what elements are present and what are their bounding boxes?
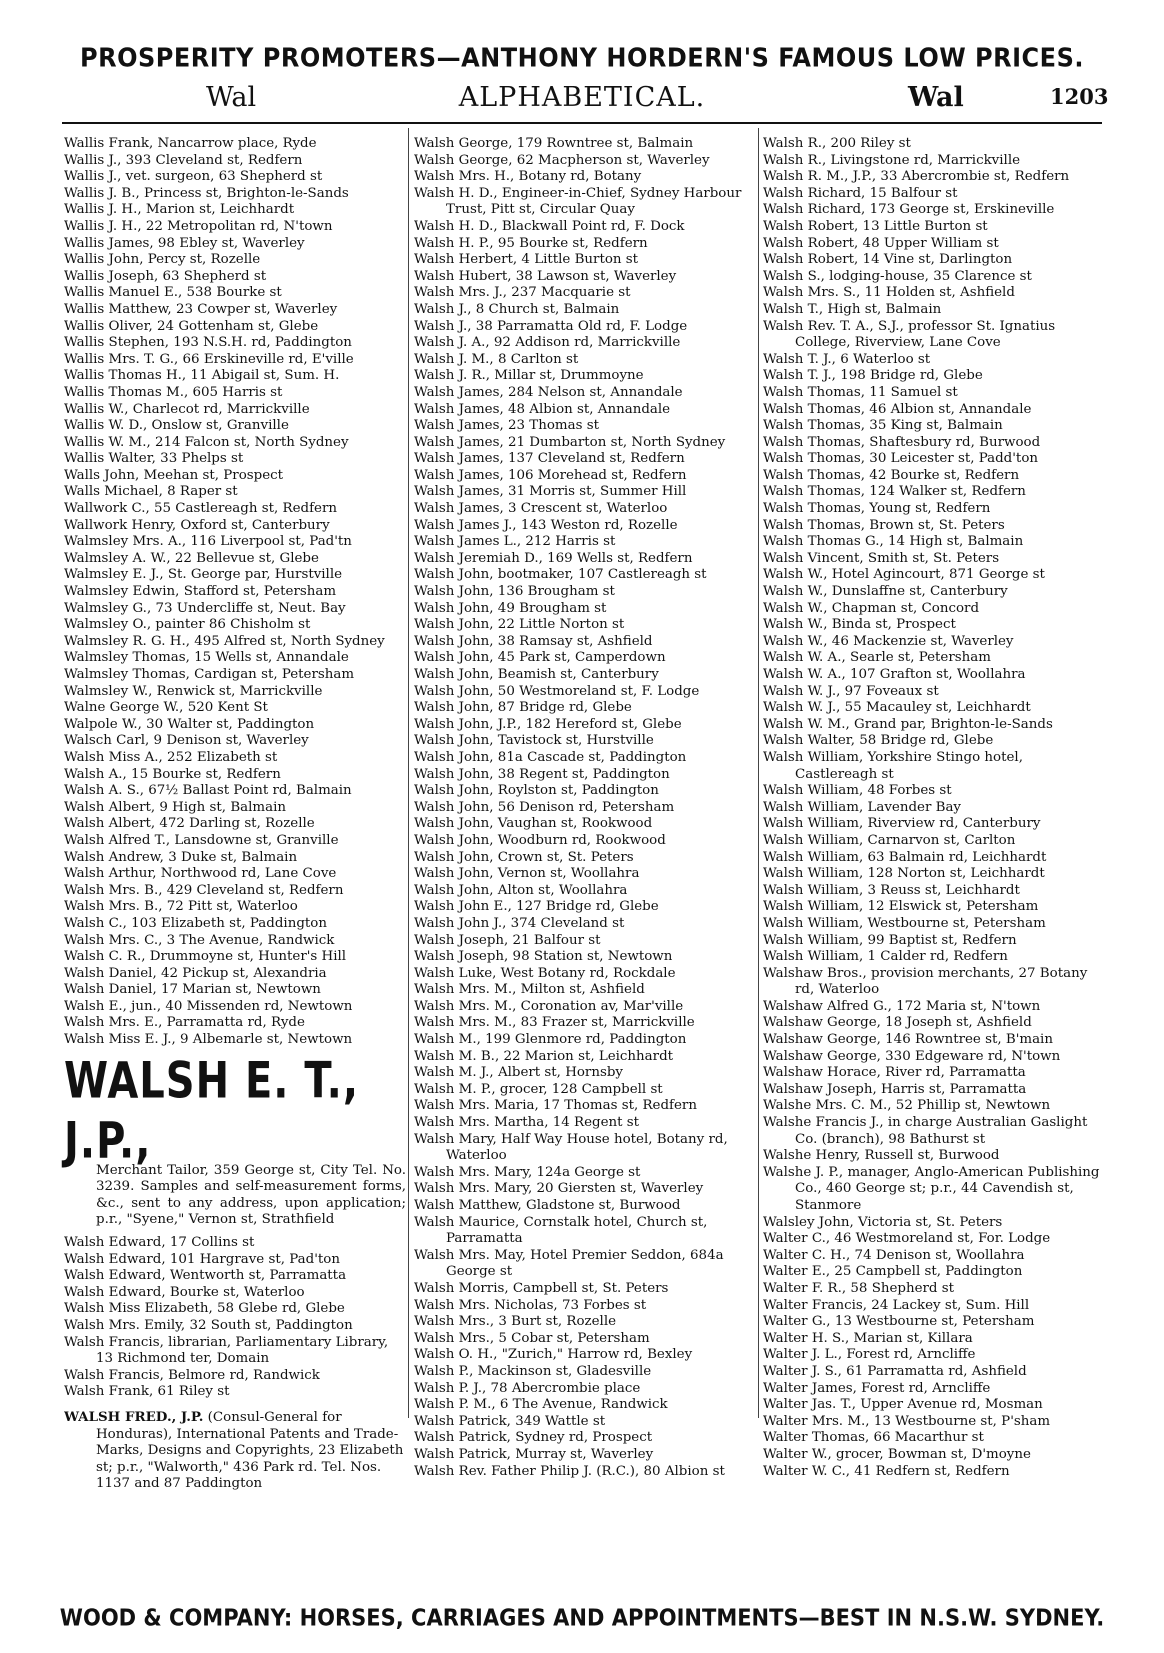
- directory-entry: Walsh W. A., 107 Grafton st, Woollahra: [763, 667, 1026, 682]
- directory-entry: Wallis Matthew, 23 Cowper st, Waverley: [64, 301, 338, 317]
- directory-entry: Walsh Patrick, 349 Wattle st: [414, 1413, 606, 1429]
- directory-entry: Walsh S., lodging-house, 35 Clarence st: [763, 268, 1032, 284]
- directory-entry: Walsh J. M., 8 Carlton st: [414, 351, 579, 367]
- directory-entry: Walsh John, 49 Brougham st: [414, 600, 607, 616]
- directory-entry: Walmsley W., Renwick st, Marrickville: [64, 683, 323, 699]
- directory-entry: Walpole W., 30 Walter st, Paddington: [64, 716, 315, 732]
- directory-entry: Walsh Francis, Belmore rd, Randwick: [64, 1367, 320, 1383]
- directory-entry: Walter J. L., Forest rd, Arncliffe: [763, 1347, 976, 1363]
- directory-entry: Walsh Richard, 15 Balfour st: [763, 185, 958, 201]
- directory-entry: Walsh Robert, 48 Upper William st: [763, 235, 999, 251]
- directory-entry: Walls Michael, 8 Raper st: [64, 484, 238, 500]
- directory-entry: Walsh C., 103 Elizabeth st, Paddington: [64, 915, 327, 931]
- directory-entry: Walsh Miss E. J., 9 Albemarle st, Newtown: [64, 1032, 353, 1048]
- directory-entry: Walsh John, Alton st, Woollahra: [414, 882, 628, 898]
- directory-entry: Walsh John, 50 Westmoreland st, F. Lodge: [414, 683, 700, 699]
- directory-entry: Walsh Joseph, 21 Balfour st: [414, 932, 601, 948]
- directory-entry: Walsh Maurice, Cornstalk hotel, Church st, Parramatta: [414, 1214, 708, 1247]
- directory-entry: Walsh O. H., "Zurich," Harrow rd, Bexley: [414, 1347, 693, 1363]
- directory-entry: Walter G., 13 Westbourne st, Petersham: [763, 1314, 1035, 1330]
- directory-entry: Walsh Rev. T. A., S.J., professor St. Ignatius College, Riverview, Lane Cove: [763, 318, 1056, 351]
- directory-entry: Walsh M. B., 22 Marion st, Leichhardt: [414, 1048, 674, 1064]
- directory-entry: Walsh M., 199 Glenmore rd, Paddington: [414, 1032, 687, 1048]
- directory-entry: Walsh Miss Elizabeth, 58 Glebe rd, Glebe: [64, 1301, 345, 1317]
- directory-entry: Wallis W. D., Onslow st, Granville: [64, 418, 289, 434]
- directory-entry: Walsh William, 63 Balmain rd, Leichhardt: [763, 849, 1047, 865]
- directory-entry: Walsh Francis, librarian, Parliamentary Library, 13 Richmond ter, Domain: [64, 1334, 389, 1367]
- directory-entry: Walsh C. R., Drummoyne st, Hunter's Hill: [64, 949, 347, 965]
- directory-entry: Walsh William, Lavender Bay: [763, 799, 962, 815]
- directory-entry: Walsh John E., 127 Bridge rd, Glebe: [414, 899, 659, 915]
- directory-entry: Walshaw Horace, River rd, Parramatta: [763, 1065, 1026, 1081]
- directory-entry: Walsh W. M., Grand par, Brighton-le-Sands: [763, 716, 1053, 732]
- column-2-entries: [414, 136, 758, 1480]
- directory-entry: Walsh John, Beamish st, Canterbury: [414, 667, 659, 682]
- directory-entry: Walshaw Alfred G., 172 Maria st, N'town: [763, 998, 1041, 1014]
- directory-entry: Walsh William, 128 Norton st, Leichhardt: [763, 866, 1045, 882]
- directory-entry: Walsh Mrs. M., 83 Frazer st, Marrickville: [414, 1015, 695, 1031]
- column-3-entries: [763, 136, 1109, 1480]
- directory-entry: Walsh John, 87 Bridge rd, Glebe: [414, 700, 632, 716]
- page-banner: PROSPERITY PROMOTERS—ANTHONY HORDERN'S FAMOUS LOW PRICES.: [80, 42, 1084, 74]
- directory-entry: Walsh William, 12 Elswick st, Petersham: [763, 899, 1039, 915]
- advert-fred-name: WALSH FRED., J.P.: [64, 1408, 204, 1425]
- directory-entry: Wallis Stephen, 193 N.S.H. rd, Paddington: [64, 335, 352, 351]
- directory-entry: Walsh John, J.P., 182 Hereford st, Glebe: [414, 716, 682, 732]
- directory-entry: Walsh Vincent, Smith st, St. Peters: [763, 550, 1000, 566]
- directory-entry: Walsh Mrs. C., 3 The Avenue, Randwick: [64, 932, 335, 948]
- header-rule: [62, 122, 1102, 124]
- directory-entry: Walmsley E. J., St. George par, Hurstville: [64, 567, 343, 583]
- directory-entry: Walsh Luke, West Botany rd, Rockdale: [414, 965, 676, 981]
- directory-entry: Walshe Francis J., in charge Australian Gaslight Co. (branch), 98 Bathurst st: [763, 1115, 1088, 1147]
- directory-entry: Walsh W. J., 55 Macauley st, Leichhardt: [763, 700, 1031, 716]
- directory-entry: Walsh T. J., 6 Waterloo st: [763, 351, 931, 367]
- directory-entry: Walsh John, 81a Cascade st, Paddington: [414, 749, 687, 765]
- directory-entry: Walsh John, Woodburn rd, Rookwood: [414, 832, 666, 848]
- directory-entry: Walsh Mrs. Mary, 124a George st: [414, 1164, 641, 1180]
- directory-entry: Wallis Thomas H., 11 Abigail st, Sum. H.: [64, 368, 340, 384]
- directory-entry: Walsh John, bootmaker, 107 Castlereagh st: [414, 567, 707, 583]
- directory-entry: Walsh Mrs. J., 237 Macquarie st: [414, 285, 631, 301]
- directory-entry: Walsh William, 3 Reuss st, Leichhardt: [763, 882, 1020, 898]
- directory-entry: Walsh J., 8 Church st, Balmain: [414, 301, 620, 317]
- directory-entry: Walsh Thomas, Brown st, St. Peters: [763, 517, 1005, 533]
- directory-entry: Walsh Morris, Campbell st, St. Peters: [414, 1280, 669, 1296]
- directory-entry: Wallis J. H., Marion st, Leichhardt: [64, 202, 295, 218]
- directory-entry: Walne George W., 520 Kent St: [64, 700, 268, 716]
- directory-entry: Walsh H. D., Blackwall Point rd, F. Dock: [414, 218, 685, 234]
- directory-entry: Walsh Mrs. B., 429 Cleveland st, Redfern: [64, 882, 344, 898]
- directory-entry: Walsh Albert, 472 Darling st, Rozelle: [64, 816, 315, 832]
- directory-entry: Walsh Mrs. B., 72 Pitt st, Waterloo: [64, 899, 298, 915]
- directory-entry: Wallis Thomas M., 605 Harris st: [64, 384, 283, 400]
- directory-entry: Wallis Frank, Nancarrow place, Ryde: [64, 136, 317, 151]
- directory-entry: Walsh Mrs. M., Milton st, Ashfield: [414, 982, 645, 998]
- directory-entry: Walter W. C., 41 Redfern st, Redfern: [763, 1463, 1010, 1479]
- directory-entry: Walshe Mrs. C. M., 52 Phillip st, Newtown: [763, 1098, 1051, 1114]
- directory-entry: Walsh P., Mackinson st, Gladesville: [414, 1363, 652, 1379]
- directory-entry: Walsley John, Victoria st, St. Peters: [763, 1214, 1003, 1230]
- directory-entry: Walter W., grocer, Bowman st, D'moyne: [763, 1446, 1031, 1462]
- directory-entry: Walter Mrs. M., 13 Westbourne st, P'sham: [763, 1413, 1051, 1429]
- directory-entry: Walmsley Mrs. A., 116 Liverpool st, Pad'tn: [64, 534, 352, 550]
- directory-entry: Wallwork Henry, Oxford st, Canterbury: [64, 517, 330, 533]
- column-divider: [758, 128, 759, 1418]
- directory-entry: Walsh Patrick, Sydney rd, Prospect: [414, 1430, 653, 1446]
- directory-entry: Walsh John, Crown st, St. Peters: [414, 849, 634, 865]
- advert-text: Merchant Tailor, 359 George st, City Tel. No. 3239. Samples and self-measurement forms, &c., sent to any address, upon application; p.r., "Syene," Vernon st, Strathfield: [96, 1162, 406, 1228]
- directory-entry: Walsh John, Vernon st, Woollahra: [414, 866, 640, 882]
- directory-entry: Walsh John, 136 Brougham st: [414, 584, 615, 600]
- directory-entry: Walsh Andrew, 3 Duke st, Balmain: [64, 849, 298, 865]
- directory-entry: Walmsley G., 73 Undercliffe st, Neut. Bay: [64, 600, 346, 616]
- directory-entry: Walter Jas. T., Upper Avenue rd, Mosman: [763, 1397, 1043, 1413]
- running-head-left: Wal: [206, 82, 257, 113]
- directory-entry: Walsh J., 38 Parramatta Old rd, F. Lodge: [414, 318, 688, 334]
- running-head-right: Wal: [908, 82, 964, 113]
- directory-entry: Walsh Frank, 61 Riley st: [64, 1384, 230, 1400]
- directory-entry: Walsh James, 284 Nelson st, Annandale: [414, 384, 683, 400]
- directory-entry: Walter James, Forest rd, Arncliffe: [763, 1380, 991, 1396]
- directory-entry: Walsh R., 200 Riley st: [763, 136, 911, 151]
- directory-entry: Walsh Thomas, Young st, Redfern: [763, 501, 991, 517]
- directory-entry: Walsh W., Hotel Agincourt, 871 George st: [763, 567, 1045, 583]
- directory-entry: Wallis W. M., 214 Falcon st, North Sydney: [64, 434, 349, 450]
- directory-entry: Walsh Richard, 173 George st, Erskineville: [763, 202, 1055, 218]
- column-1: [64, 136, 406, 1493]
- directory-entry: Walshaw Bros., provision merchants, 27 Botany rd, Waterloo: [763, 965, 1088, 998]
- directory-entry: Walsh William, 1 Calder rd, Redfern: [763, 949, 1008, 965]
- directory-entry: Walsh Daniel, 17 Marian st, Newtown: [64, 982, 321, 998]
- directory-entry: Walsh Thomas, 124 Walker st, Redfern: [763, 484, 1026, 500]
- directory-entry: Walter Thomas, 66 Macarthur st: [763, 1430, 984, 1446]
- directory-entry: Walsh John, 38 Regent st, Paddington: [414, 766, 670, 782]
- directory-entry: Wallis Mrs. T. G., 66 Erskineville rd, E'ville: [64, 351, 354, 367]
- directory-entry: Walsh W., Binda st, Prospect: [763, 617, 956, 633]
- directory-entry: Wallwork C., 55 Castlereagh st, Redfern: [64, 501, 337, 517]
- directory-entry: Walsh John, Tavistock st, Hurstville: [414, 733, 654, 749]
- directory-entry: Walsh Mrs. M., Coronation av, Mar'ville: [414, 998, 684, 1014]
- directory-entry: Walshe Henry, Russell st, Burwood: [763, 1148, 1000, 1164]
- directory-entry: Walsh Mrs. E., Parramatta rd, Ryde: [64, 1015, 305, 1031]
- directory-entry: Walsh Mrs. H., Botany rd, Botany: [414, 169, 642, 185]
- directory-entry: Walsh J. A., 92 Addison rd, Marrickville: [414, 335, 681, 351]
- directory-entry: Walsh Jeremiah D., 169 Wells st, Redfern: [414, 550, 693, 566]
- directory-entry: Walsh George, 179 Rowntree st, Balmain: [414, 136, 694, 151]
- column-3: [763, 136, 1109, 1480]
- directory-entry: Walsh Mrs. Nicholas, 73 Forbes st: [414, 1297, 647, 1313]
- directory-entry: Walsh Arthur, Northwood rd, Lane Cove: [64, 866, 337, 882]
- directory-entry: Walsh William, Westbourne st, Petersham: [763, 915, 1046, 931]
- directory-entry: Walsh John, Roylston st, Paddington: [414, 783, 659, 799]
- directory-entry: Walsh R., Livingstone rd, Marrickville: [763, 152, 1021, 168]
- advert-fred: [64, 1409, 406, 1493]
- directory-entry: Walsh Hubert, 38 Lawson st, Waverley: [414, 268, 677, 284]
- page-footer: WOOD & COMPANY: HORSES, CARRIAGES AND APPOINTMENTS—BEST IN N.S.W. SYDNEY.: [59, 1604, 1105, 1632]
- directory-entry: Walsh M. J., Albert st, Hornsby: [414, 1065, 623, 1081]
- directory-entry: Walsh Matthew, Gladstone st, Burwood: [414, 1198, 681, 1213]
- directory-entry: Walsh James, 106 Morehead st, Redfern: [414, 467, 687, 483]
- column-1-entries: [64, 136, 406, 1049]
- directory-entry: Wallis J., 393 Cleveland st, Redfern: [64, 152, 303, 168]
- directory-entry: Walter E., 25 Campbell st, Paddington: [763, 1264, 1023, 1280]
- directory-entry: Walsh Thomas G., 14 High st, Balmain: [763, 534, 1024, 550]
- directory-entry: Walsh W., Dunslaffne st, Canterbury: [763, 584, 1008, 600]
- directory-entry: Walsh Thomas, 46 Albion st, Annandale: [763, 401, 1032, 417]
- directory-entry: Walsh Mrs., 5 Cobar st, Petersham: [414, 1330, 650, 1346]
- directory-entry: Walsh W. J., 97 Foveaux st: [763, 683, 939, 699]
- directory-entry: Walshaw George, 146 Rowntree st, B'main: [763, 1032, 1053, 1048]
- directory-entry: Walmsley A. W., 22 Bellevue st, Glebe: [64, 550, 319, 566]
- directory-entry: Walsh James, 3 Crescent st, Waterloo: [414, 501, 668, 517]
- column-divider: [408, 128, 409, 1418]
- directory-entry: Walsh A., 15 Bourke st, Redfern: [64, 766, 281, 782]
- directory-entry: Wallis Walter, 33 Phelps st: [64, 451, 244, 467]
- directory-entry: Walshaw George, 18 Joseph st, Ashfield: [763, 1015, 1032, 1031]
- directory-entry: Walsh Thomas, 35 King st, Balmain: [763, 418, 1003, 434]
- directory-entry: Walsh Thomas, Shaftesbury rd, Burwood: [763, 434, 1041, 450]
- directory-entry: Walter C., 46 Westmoreland st, For. Lodge: [763, 1231, 1051, 1247]
- directory-entry: Walsh John J., 374 Cleveland st: [414, 915, 625, 931]
- directory-entry: Walsh W., 46 Mackenzie st, Waverley: [763, 633, 1014, 649]
- directory-entry: Walter H. S., Marian st, Killara: [763, 1330, 973, 1346]
- advert-fred-text: (Consul-General for Honduras), International Patents and Trade-Marks, Designs and Copyrights, 23 Elizabeth st; p.r., "Walworth," 436 Park rd. Tel. Nos. 1137 and 87 Paddington: [96, 1409, 404, 1492]
- directory-entry: Walsh William, Yorkshire Stingo hotel, Castlereagh st: [763, 749, 1023, 782]
- directory-entry: Walsh J. R., Millar st, Drummoyne: [414, 368, 644, 384]
- directory-entry: Walsh P. J., 78 Abercrombie place: [414, 1380, 641, 1396]
- directory-entry: Walsh Robert, 13 Little Burton st: [763, 218, 988, 234]
- directory-entry: Walsh John, 56 Denison rd, Petersham: [414, 799, 675, 815]
- directory-entry: Walsh John, Vaughan st, Rookwood: [414, 816, 653, 832]
- directory-entry: Walsh Joseph, 98 Station st, Newtown: [414, 949, 673, 965]
- directory-entry: Walmsley Edwin, Stafford st, Petersham: [64, 584, 337, 600]
- directory-entry: Walsh William, 48 Forbes st: [763, 783, 952, 799]
- directory-entry: Walsh Edward, 101 Hargrave st, Pad'ton: [64, 1251, 340, 1267]
- directory-entry: Walsh Edward, Bourke st, Waterloo: [64, 1284, 305, 1300]
- directory-entry: Walmsley R. G. H., 495 Alfred st, North Sydney: [64, 633, 385, 649]
- directory-entry: Walmsley Thomas, Cardigan st, Petersham: [64, 667, 355, 682]
- directory-entry: Wallis J. H., 22 Metropolitan rd, N'town: [64, 218, 333, 234]
- directory-entry: Walsh Mrs. Mary, 20 Giersten st, Waverley: [414, 1181, 704, 1197]
- directory-entry: Wallis James, 98 Ebley st, Waverley: [64, 235, 305, 251]
- directory-entry: Walsh James, 31 Morris st, Summer Hill: [414, 484, 687, 500]
- directory-entry: Walsh Mrs. Emily, 32 South st, Paddington: [64, 1318, 353, 1333]
- directory-entry: Walsh T., High st, Balmain: [763, 301, 942, 317]
- directory-entry: Walsh George, 62 Macpherson st, Waverley: [414, 152, 710, 168]
- directory-entry: Walsh William, Riverview rd, Canterbury: [763, 816, 1041, 832]
- directory-entry: Walshe J. P., manager, Anglo-American Publishing Co., 460 George st; p.r., 44 Cavendish st, Stanmore: [763, 1164, 1100, 1213]
- directory-entry: Wallis Manuel E., 538 Bourke st: [64, 285, 282, 301]
- directory-entry: Walsh H. P., 95 Bourke st, Redfern: [414, 235, 648, 251]
- directory-entry: Walsh John, 38 Ramsay st, Ashfield: [414, 633, 653, 649]
- directory-entry: Walshaw Joseph, Harris st, Parramatta: [763, 1081, 1027, 1097]
- directory-entry: Walsh Mrs. Martha, 14 Regent st: [414, 1115, 640, 1131]
- directory-entry: Walter C. H., 74 Denison st, Woollahra: [763, 1247, 1025, 1263]
- directory-entry: Walsh A. S., 67½ Ballast Point rd, Balmain: [64, 783, 352, 799]
- directory-entry: Walsh Herbert, 4 Little Burton st: [414, 252, 639, 268]
- directory-entry: Walsh John, 45 Park st, Camperdown: [414, 650, 666, 666]
- directory-entry: Walsh James, 21 Dumbarton st, North Sydney: [414, 434, 726, 450]
- column-1-entries-continued: [64, 1235, 406, 1401]
- directory-entry: Walsh M. P., grocer, 128 Campbell st: [414, 1081, 663, 1097]
- directory-entry: Walsh Miss A., 252 Elizabeth st: [64, 749, 278, 765]
- directory-entry: Walter Francis, 24 Lackey st, Sum. Hill: [763, 1297, 1030, 1313]
- directory-entry: Walsh Mrs. S., 11 Holden st, Ashfield: [763, 285, 1015, 301]
- directory-entry: Walsh Daniel, 42 Pickup st, Alexandria: [64, 965, 327, 981]
- directory-entry: Walsh John, 22 Little Norton st: [414, 617, 625, 633]
- directory-entry: Walsh Patrick, Murray st, Waverley: [414, 1446, 654, 1462]
- directory-entry: Walsh Thomas, 11 Samuel st: [763, 384, 958, 400]
- directory-entry: Walsh William, Carnarvon st, Carlton: [763, 832, 1016, 848]
- page-number: 1203: [1050, 84, 1109, 109]
- directory-entry: Wallis J., vet. surgeon, 63 Shepherd st: [64, 169, 323, 185]
- directory-entry: Walsh Alfred T., Lansdowne st, Granville: [64, 832, 339, 848]
- directory-entry: Wallis Joseph, 63 Shepherd st: [64, 268, 267, 284]
- directory-entry: Walsh Edward, 17 Collins st: [64, 1235, 255, 1251]
- directory-entry: Wallis John, Percy st, Rozelle: [64, 252, 261, 268]
- directory-entry: Walsh H. D., Engineer-in-Chief, Sydney Harbour Trust, Pitt st, Circular Quay: [414, 185, 742, 218]
- directory-entry: Walsh Mrs. Maria, 17 Thomas st, Redfern: [414, 1098, 697, 1114]
- directory-entry: Walsh Mrs., 3 Burt st, Rozelle: [414, 1314, 617, 1330]
- directory-entry: Wallis Oliver, 24 Gottenham st, Glebe: [64, 318, 319, 334]
- directory-entry: Walsh James, 137 Cleveland st, Redfern: [414, 451, 685, 467]
- directory-entry: Walmsley O., painter 86 Chisholm st: [64, 617, 311, 633]
- directory-entry: Walmsley Thomas, 15 Wells st, Annandale: [64, 650, 349, 666]
- directory-entry: Walsh Mrs. May, Hotel Premier Seddon, 684a George st: [414, 1247, 724, 1280]
- directory-entry: Walsh Thomas, 42 Bourke st, Redfern: [763, 467, 1020, 483]
- directory-entry: Walsh James L., 212 Harris st: [414, 534, 616, 550]
- directory-entry: Walsh Robert, 14 Vine st, Darlington: [763, 252, 1013, 268]
- directory-entry: Walsh R. M., J.P., 33 Abercrombie st, Redfern: [763, 169, 1070, 185]
- column-2: [414, 136, 758, 1480]
- directory-entry: Walsh Albert, 9 High st, Balmain: [64, 799, 287, 815]
- directory-entry: Wallis J. B., Princess st, Brighton-le-Sands: [64, 185, 349, 201]
- directory-entry: Walsh P. M., 6 The Avenue, Randwick: [414, 1397, 668, 1413]
- directory-entry: Walls John, Meehan st, Prospect: [64, 467, 284, 483]
- directory-entry: Wallis W., Charlecot rd, Marrickville: [64, 401, 310, 417]
- directory-entry: Walter J. S., 61 Parramatta rd, Ashfield: [763, 1363, 1027, 1379]
- directory-entry: Walsch Carl, 9 Denison st, Waverley: [64, 733, 309, 749]
- directory-entry: Walter F. R., 58 Shepherd st: [763, 1280, 955, 1296]
- directory-entry: Walsh James, 23 Thomas st: [414, 418, 599, 434]
- directory-entry: Walsh Walter, 58 Bridge rd, Glebe: [763, 733, 994, 749]
- directory-entry: Walshaw George, 330 Edgeware rd, N'town: [763, 1048, 1061, 1064]
- directory-entry: Walsh Edward, Wentworth st, Parramatta: [64, 1268, 347, 1284]
- running-head: [0, 82, 1164, 118]
- directory-entry: Walsh W. A., Searle st, Petersham: [763, 650, 991, 666]
- directory-entry: Walsh Mary, Half Way House hotel, Botany rd, Waterloo: [414, 1131, 728, 1164]
- directory-entry: Walsh E., jun., 40 Missenden rd, Newtown: [64, 998, 353, 1014]
- directory-entry: Walsh Thomas, 30 Leicester st, Padd'ton: [763, 451, 1039, 467]
- directory-entry: Walsh William, 99 Baptist st, Redfern: [763, 932, 1017, 948]
- directory-entry: Walsh W., Chapman st, Concord: [763, 600, 980, 616]
- directory-entry: Walsh Rev. Father Philip J. (R.C.), 80 Albion st: [414, 1463, 725, 1479]
- directory-entry: Walsh James J., 143 Weston rd, Rozelle: [414, 517, 678, 533]
- running-head-center: ALPHABETICAL.: [458, 82, 706, 113]
- directory-entry: Walsh James, 48 Albion st, Annandale: [414, 401, 671, 417]
- advert-heading: WALSH E. T., J.P.,: [64, 1051, 360, 1170]
- directory-entry: Walsh T. J., 198 Bridge rd, Glebe: [763, 368, 983, 384]
